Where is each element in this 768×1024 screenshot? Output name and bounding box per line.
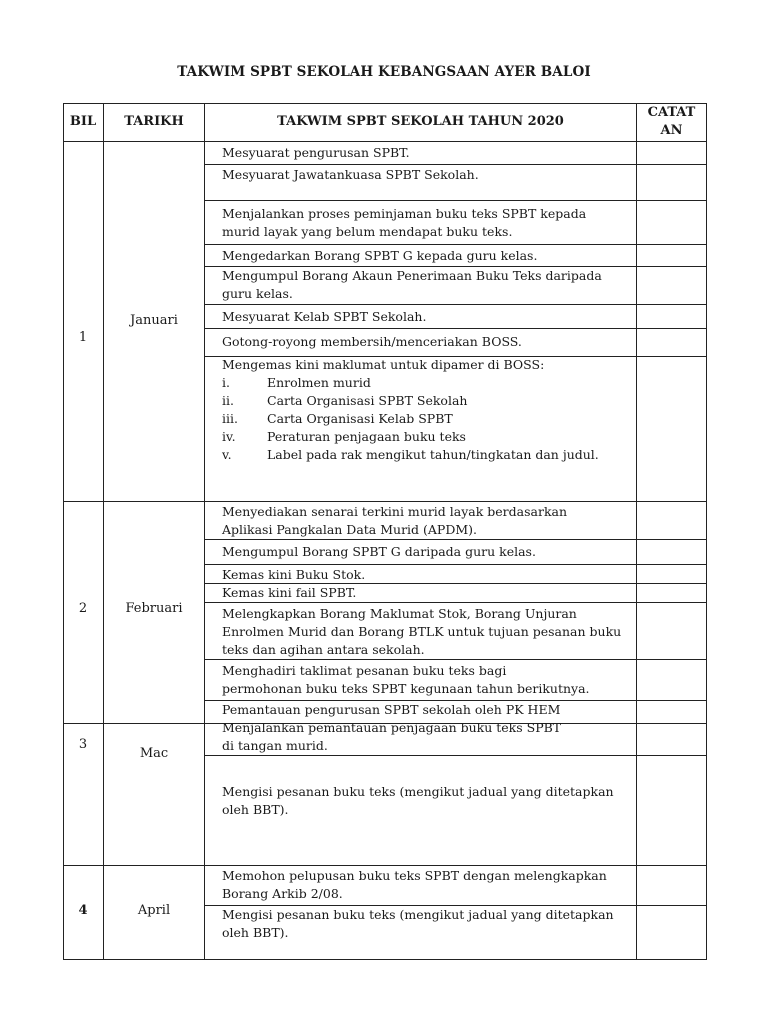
sublist-text: Label pada rak mengikut tahun/tingkatan dan judul. [267, 447, 599, 462]
row-month: Mac [139, 746, 169, 761]
sublist-number: v. [222, 447, 232, 462]
calendar-table [63, 103, 707, 960]
activity-text: Mesyuarat pengurusan SPBT. [222, 145, 410, 160]
header-takwim: TAKWIM SPBT SEKOLAH TAHUN 2020 [277, 114, 564, 129]
table-border-bottom [63, 959, 707, 960]
activity-text: Melengkapkan Borang Maklumat Stok, Borang Unjuran [222, 606, 577, 621]
table-border-left [63, 103, 64, 960]
row-divider [204, 164, 707, 165]
row-number: 4 [78, 903, 88, 918]
activity-text: oleh BBT). [222, 802, 289, 817]
activity-text: Pemantauan pengurusan SPBT sekolah oleh PK HEM [222, 702, 561, 717]
activity-text: Kemas kini fail SPBT. [222, 585, 357, 600]
row3-bottom [63, 865, 707, 866]
activity-text: di tangan murid. [222, 738, 328, 753]
sublist-text: Carta Organisasi SPBT Sekolah [267, 393, 468, 408]
activity-text: Menjalankan pemantauan penjagaan buku teks SPBT [222, 720, 562, 735]
activity-text: Mesyuarat Kelab SPBT Sekolah. [222, 309, 427, 324]
activity-text: Borang Arkib 2/08. [222, 886, 343, 901]
row-number: 2 [78, 601, 88, 616]
activity-text: Mengumpul Borang Akaun Penerimaan Buku Teks daripada [222, 268, 602, 283]
header-tarikh: TARIKH [124, 114, 184, 129]
row-divider [204, 328, 707, 329]
activity-text: teks dan agihan antara sekolah. [222, 642, 425, 657]
sublist-number: iv. [222, 429, 236, 444]
row-divider [204, 539, 707, 540]
row-divider [204, 659, 707, 660]
sublist-text: Carta Organisasi Kelab SPBT [267, 411, 453, 426]
activity-text: Menjalankan proses peminjaman buku teks SPBT kepada [222, 206, 587, 221]
activity-text: Mengemas kini maklumat untuk dipamer di BOSS: [222, 357, 545, 372]
activity-text: Mesyuarat Jawatankuasa SPBT Sekolah. [222, 167, 479, 182]
activity-text: Aplikasi Pangkalan Data Murid (APDM). [222, 522, 477, 537]
sublist-number: iii. [222, 411, 238, 426]
row-divider [204, 304, 707, 305]
row-number: 3 [78, 737, 88, 752]
row1-bottom [63, 501, 707, 502]
document-title: TAKWIM SPBT SEKOLAH KEBANGSAAN AYER BALOI [177, 64, 591, 80]
row-divider [204, 564, 707, 565]
activity-text: Mengedarkan Borang SPBT G kepada guru kelas. [222, 248, 538, 263]
table-border-right [706, 103, 707, 960]
activity-text: Mengisi pesanan buku teks (mengikut jadual yang ditetapkan [222, 907, 614, 922]
row-month: Februari [125, 601, 183, 616]
table-border-top [63, 103, 707, 104]
row-divider [204, 200, 707, 201]
header-bottom [63, 141, 707, 142]
activity-text: Mengumpul Borang SPBT G daripada guru kelas. [222, 544, 536, 559]
activity-text: Memohon pelupusan buku teks SPBT dengan melengkapkan [222, 868, 607, 883]
row-divider [204, 602, 707, 603]
table-border-col1 [103, 103, 104, 960]
sublist-number: ii. [222, 393, 234, 408]
activity-text: Menghadiri taklimat pesanan buku teks bagi [222, 663, 507, 678]
activity-text: Menyediakan senarai terkini murid layak berdasarkan [222, 504, 568, 519]
sublist-number: i. [222, 375, 230, 390]
table-border-col3 [636, 103, 637, 960]
activity-text: Gotong-royong membersih/menceriakan BOSS. [222, 334, 522, 349]
row-month: Januari [130, 313, 178, 328]
row-divider [204, 755, 707, 756]
header-catatan-line1: CATAT [647, 105, 696, 120]
activity-text: guru kelas. [222, 286, 293, 301]
activity-text: oleh BBT). [222, 925, 289, 940]
header-catatan-line2: AN [660, 123, 683, 138]
header-bil: BIL [69, 114, 97, 129]
row-number: 1 [78, 330, 88, 345]
activity-text: permohonan buku teks SPBT kegunaan tahun berikutnya. [222, 681, 590, 696]
activity-text: murid layak yang belum mendapat buku teks. [222, 224, 513, 239]
sublist-text: Peraturan penjagaan buku teks [267, 429, 466, 444]
row-month: April [137, 903, 171, 918]
row-divider [204, 244, 707, 245]
table-border-col2 [204, 103, 205, 960]
activity-text: Mengisi pesanan buku teks (mengikut jadual yang ditetapkan [222, 784, 614, 799]
sublist-text: Enrolmen murid [267, 375, 371, 390]
activity-text: Kemas kini Buku Stok. [222, 567, 366, 582]
activity-text: Enrolmen Murid dan Borang BTLK untuk tujuan pesanan buku [222, 624, 622, 639]
